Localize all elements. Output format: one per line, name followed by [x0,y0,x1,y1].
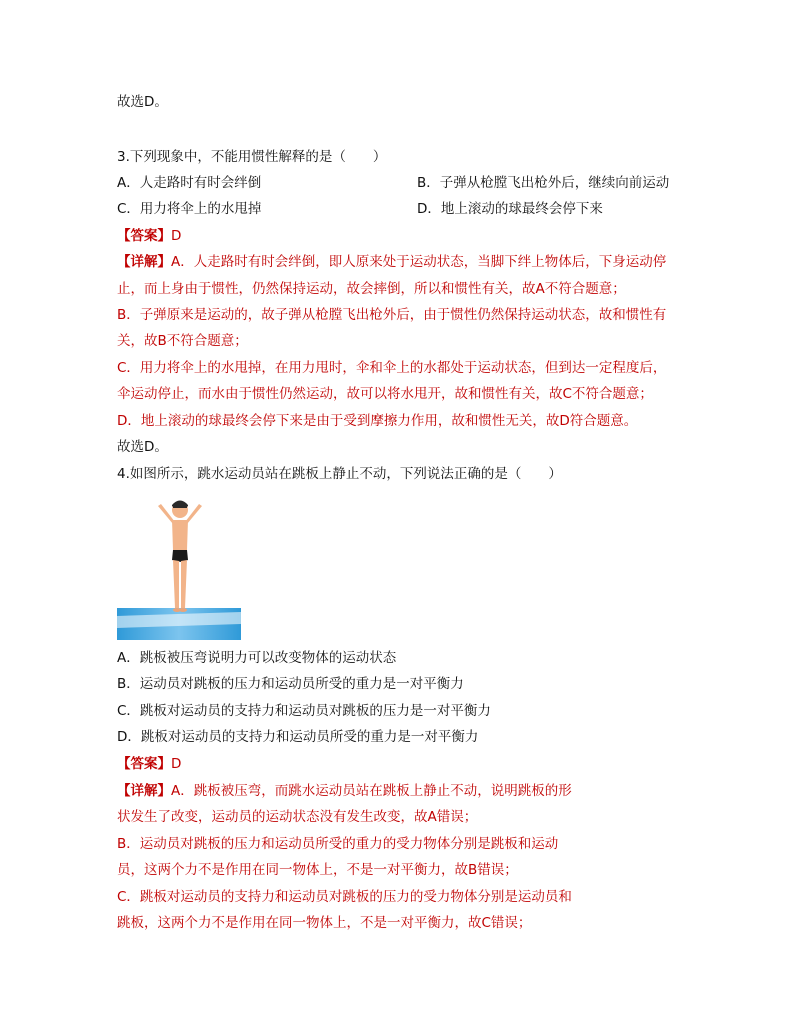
q3-answer [117,226,181,246]
q3-detail-line-7: D．地上滚动的球最终会停下来是由于受到摩擦力作用，故和惯性无关，故D符合题意。 [117,413,638,429]
q4-option-a: A．跳板被压弯说明力可以改变物体的运动状态 [117,650,397,666]
q4-detail-line-4: 员，这两个力不是作用在同一物体上，不是一对平衡力，故B错误； [117,862,518,878]
q3-option-d: D．地上滚动的球最终会停下来 [417,201,603,217]
q3-detail-line-6: 伞运动停止，而水由于惯性仍然运动，故可以将水甩开，故和惯性有关，故C不符合题意； [117,386,653,402]
diver-body [158,501,202,613]
q3-detail-line-5: C．用力将伞上的水甩掉，在用力甩时，伞和伞上的水都处于运动状态，但到达一定程度后， [117,360,667,376]
q3-conclusion: 故选D。 [117,439,168,455]
q4-detail-line-2: 状发生了改变，运动员的运动状态没有发生改变，故A错误； [117,809,478,825]
q3-answer-value: D [171,228,182,244]
q4-detail-line-3: B．运动员对跳板的压力和运动员所受的重力的受力物体分别是跳板和运动 [117,836,559,852]
q4-option-b: B．运动员对跳板的压力和运动员所受的重力是一对平衡力 [117,676,464,692]
q3-options-row-2 [117,199,603,219]
q3-option-c: C．用力将伞上的水甩掉 [117,201,262,217]
q3-option-b: B．子弹从枪膛飞出枪外后，继续向前运动 [417,175,670,191]
q3-detail-tag: 【详解】 [117,254,171,270]
q4-stem: 4.如图所示，跳水运动员站在跳板上静止不动，下列说法正确的是（ ） [117,466,562,482]
q4-detail-tag: 【详解】 [117,783,171,799]
q4-answer-value: D [171,756,182,772]
q3-detail-line-4: 关，故B不符合题意； [117,333,248,349]
q3-detail-line-1: 【详解】A．人走路时有时会绊倒，即人原来处于运动状态，当脚下绊上物体后，下身运动停 [117,254,667,270]
q3-options-row-1 [117,173,670,193]
conclusion-prev: 故选D。 [117,94,168,110]
q4-detail-line-6: 跳板，这两个力不是作用在同一物体上，不是一对平衡力，故C错误； [117,915,532,931]
q4-answer [117,754,181,774]
q4-option-c: C．跳板对运动员的支持力和运动员对跳板的压力是一对平衡力 [117,703,491,719]
q3-detail-line-3: B．子弹原来是运动的，故子弹从枪膛飞出枪外后，由于惯性仍然保持运动状态，故和惯性有 [117,307,667,323]
diver-on-springboard-illustration [117,494,241,640]
q4-detail-line-5: C．跳板对运动员的支持力和运动员对跳板的压力的受力物体分别是运动员和 [117,889,572,905]
q3-option-a: A．人走路时有时会绊倒 [117,175,262,191]
q4-option-d: D．跳板对运动员的支持力和运动员所受的重力是一对平衡力 [117,729,479,745]
q4-answer-tag: 【答案】 [117,756,171,772]
q3-detail-line-2: 止，而上身由于惯性，仍然保持运动，故会摔倒，所以和惯性有关，故A不符合题意； [117,281,626,297]
q3-stem: 3.下列现象中，不能用惯性解释的是（ ） [117,149,387,165]
diver-figure-svg [117,494,241,640]
q4-detail-line-1: 【详解】A．跳板被压弯，而跳水运动员站在跳板上静止不动，说明跳板的形 [117,783,572,799]
q3-answer-tag: 【答案】 [117,228,171,244]
